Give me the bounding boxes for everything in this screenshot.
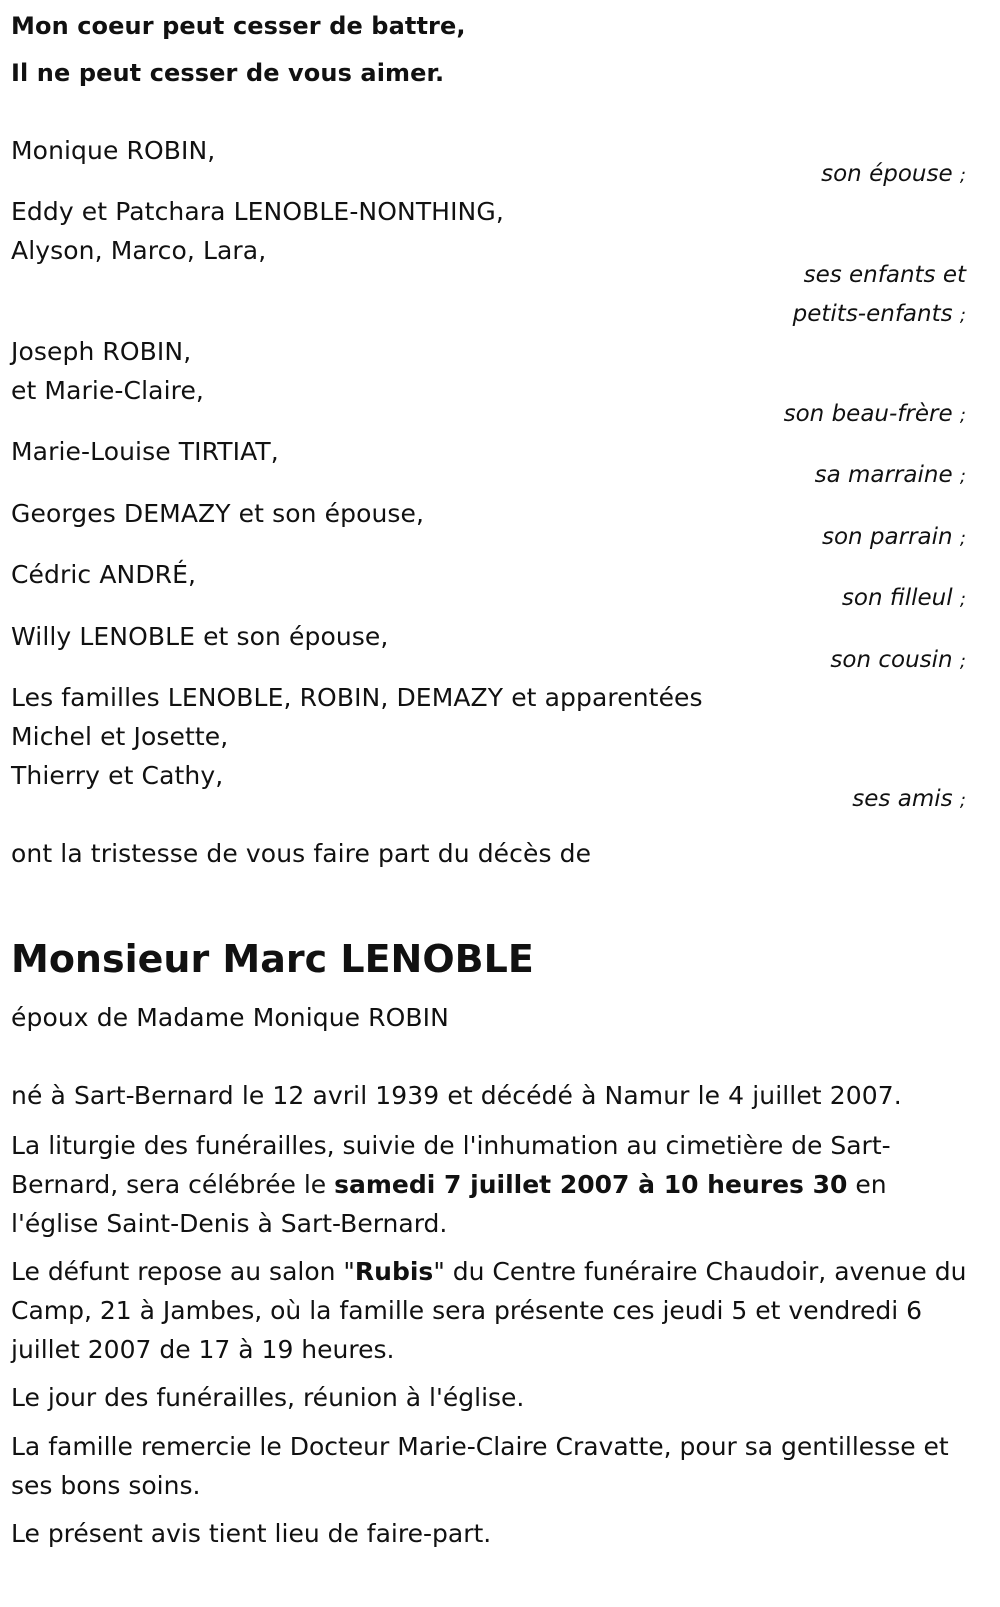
family-member-name: Cédric ANDRÉ,: [11, 560, 197, 589]
epigraph-line-1: Mon coeur peut cesser de battre,: [11, 12, 466, 40]
family-member-name: Thierry et Cathy,: [11, 761, 224, 790]
epigraph-line-2: Il ne peut cesser de vous aimer.: [11, 59, 445, 87]
family-relation: son parrain ;: [821, 524, 966, 550]
family-member-name: Alyson, Marco, Lara,: [11, 236, 267, 265]
family-member-name: et Marie-Claire,: [11, 376, 204, 405]
closing-paragraph: Le présent avis tient lieu de faire-part.: [11, 1519, 492, 1548]
family-relation: ses amis ;: [852, 786, 966, 812]
announcement-text: ont la tristesse de vous faire part du décès de: [11, 839, 592, 868]
family-relation: son filleul ;: [841, 585, 966, 611]
family-member-name: Eddy et Patchara LENOBLE-NONTHING,: [11, 197, 504, 226]
family-relation: son beau-frère ;: [783, 401, 966, 427]
birth-death-line: né à Sart-Bernard le 12 avril 1939 et décédé à Namur le 4 juillet 2007.: [11, 1081, 902, 1110]
repose-paragraph: Le défunt repose au salon "Rubis" du Centre funéraire Chaudoir, avenue du Camp, 21 à Jambes, où la famille sera présente ces jeudi 5 et vendredi 6 juillet 2007 de 17 à 19 heures.: [11, 1257, 967, 1364]
family-relation: sa marraine ;: [814, 462, 966, 488]
family-member-name: Monique ROBIN,: [11, 136, 216, 165]
family-relation: son épouse ;: [821, 161, 966, 187]
salon-name: Rubis: [354, 1257, 434, 1286]
family-relation: petits-enfants ;: [792, 301, 966, 327]
family-member-name: Willy LENOBLE et son épouse,: [11, 622, 389, 651]
deceased-name: Monsieur Marc LENOBLE: [11, 937, 534, 981]
family-member-name: Michel et Josette,: [11, 722, 229, 751]
reunion-paragraph: Le jour des funérailles, réunion à l'église.: [11, 1383, 525, 1412]
thanks-paragraph: La famille remercie le Docteur Marie-Claire Cravatte, pour sa gentillesse et ses bons soins.: [11, 1432, 949, 1500]
family-relation: son cousin ;: [830, 647, 966, 673]
family-member-name: Joseph ROBIN,: [11, 337, 192, 366]
funeral-datetime: samedi 7 juillet 2007 à 10 heures 30: [334, 1170, 848, 1199]
family-member-name: Marie-Louise TIRTIAT,: [11, 437, 279, 466]
family-member-name: Les familles LENOBLE, ROBIN, DEMAZY et apparentées: [11, 683, 703, 712]
family-relation: ses enfants et: [803, 262, 966, 288]
spouse-line: époux de Madame Monique ROBIN: [11, 1003, 449, 1032]
funeral-paragraph: La liturgie des funérailles, suivie de l'inhumation au cimetière de Sart-Bernard, sera célébrée le samedi 7 juillet 2007 à 10 heures 30 en l'église Saint-Denis à Sart-Bernard.: [11, 1131, 891, 1238]
family-member-name: Georges DEMAZY et son épouse,: [11, 499, 425, 528]
